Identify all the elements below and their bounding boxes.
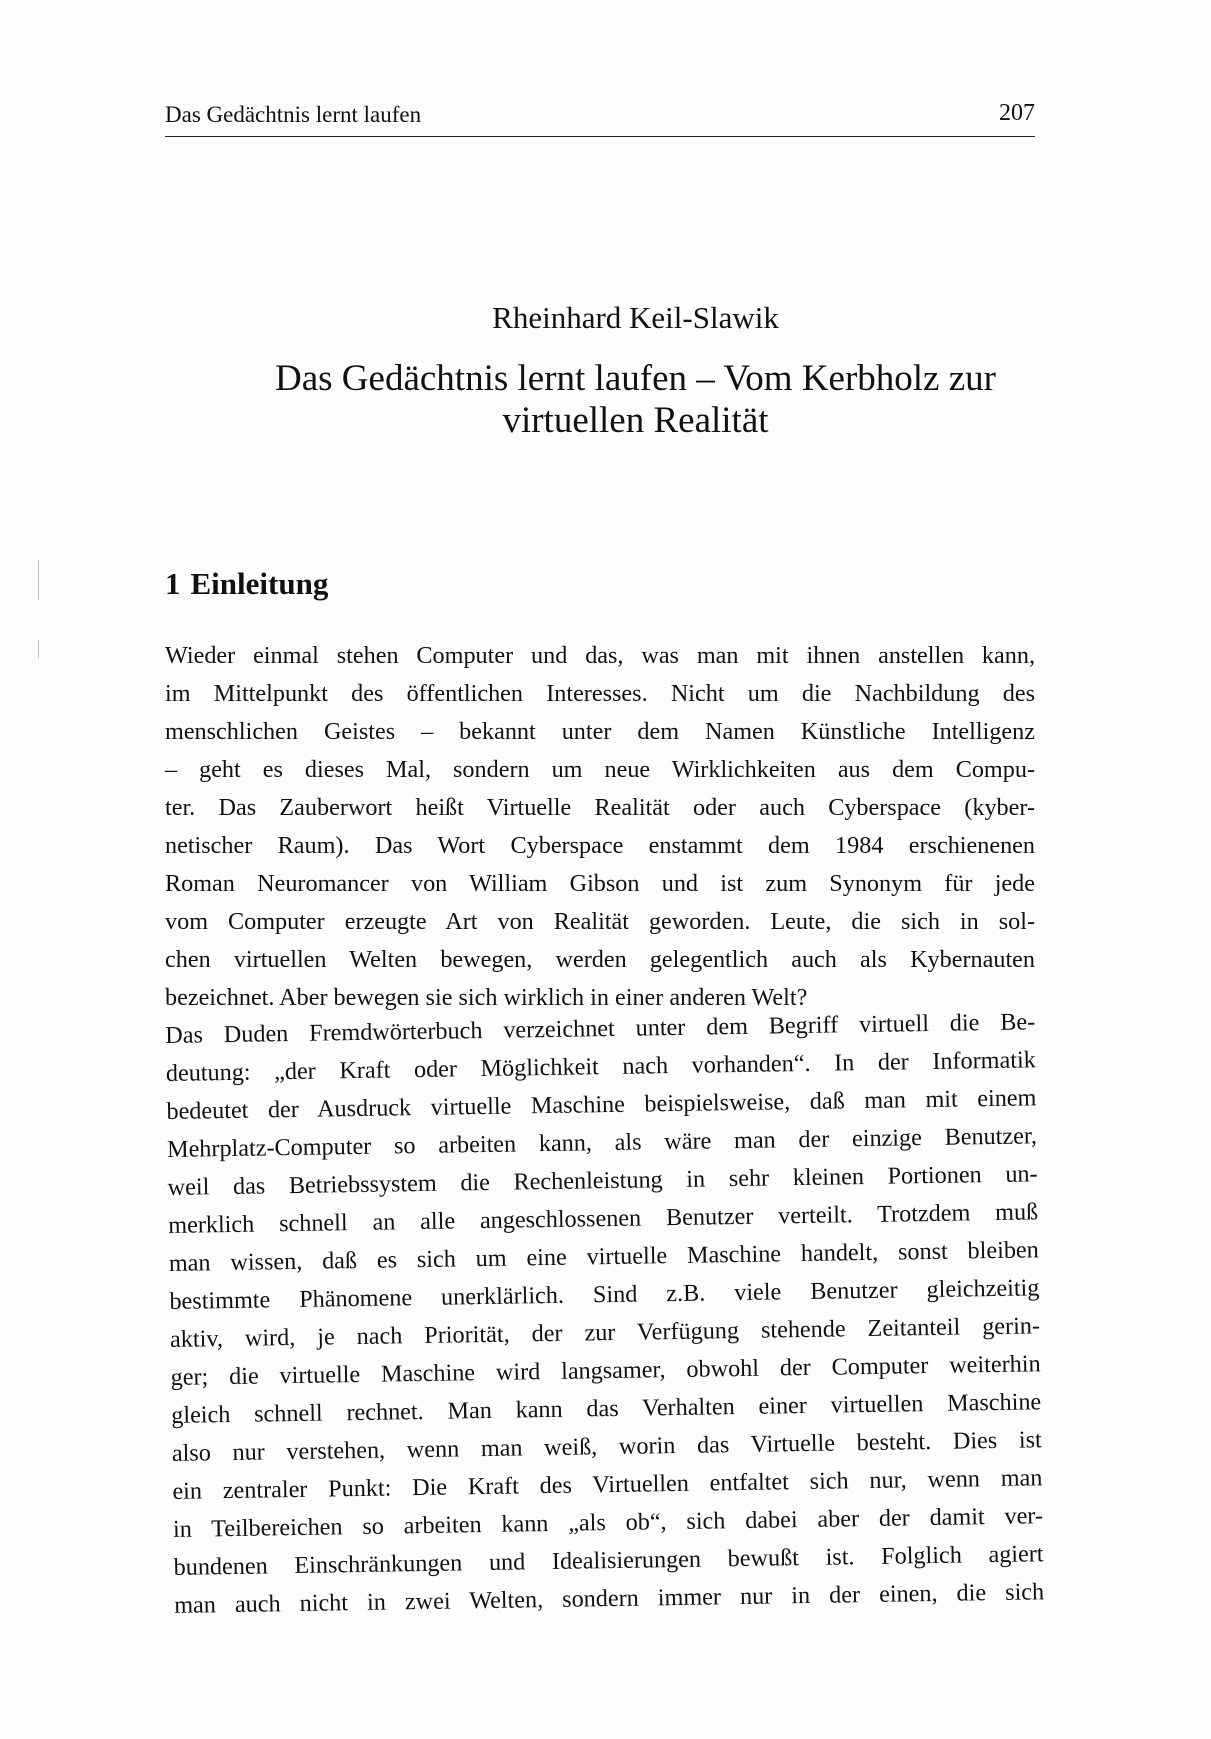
text-line: aktiv, wird, je nach Priorität, der zur Verfügung stehende Zeitanteil gerin- (169, 1312, 1041, 1353)
text-line: vom Computer erzeugte Art von Realität geworden. Leute, die sich in sol- (165, 908, 1035, 935)
text-line: bezeichnet. Aber bewegen sie sich wirklich in einer anderen Welt? (165, 984, 808, 1011)
text-line: im Mittelpunkt des öffentlichen Interesses. Nicht um die Nachbildung des (165, 680, 1035, 707)
author-name: Rheinhard Keil-Slawik (492, 300, 779, 335)
text-line: also nur verstehen, wenn man weiß, worin das Virtuelle besteht. Dies ist (171, 1426, 1042, 1467)
text-line: bundenen Einschränkungen und Idealisierungen bewußt ist. Folglich agiert (173, 1540, 1044, 1581)
text-line: ter. Das Zauberwort heißt Virtuelle Realität oder auch Cyberspace (kyber- (165, 794, 1035, 821)
running-head (165, 100, 1035, 137)
text-line: man wissen, daß es sich um eine virtuelle Maschine handelt, sonst bleiben (168, 1236, 1039, 1277)
text-line: Roman Neuromancer von William Gibson und ist zum Synonym für jede (165, 870, 1035, 897)
paragraph-1 (165, 637, 1035, 1017)
scan-margin-mark (38, 560, 39, 600)
text-line: menschlichen Geistes – bekannt unter dem Namen Künstliche Intelligenz (165, 718, 1035, 745)
section-heading (165, 564, 328, 604)
text-line: Wieder einmal stehen Computer und das, was man mit ihnen anstellen kann, (165, 642, 1035, 669)
text-line: chen virtuellen Welten bewegen, werden gelegentlich auch als Kybernauten (165, 946, 1035, 973)
page-number: 207 (999, 100, 1035, 126)
text-line: ein zentraler Punkt: Die Kraft des Virtuellen entfaltet sich nur, wenn man (172, 1464, 1043, 1505)
text-line: bestimmte Phänomene unerklärlich. Sind z.B. viele Benutzer gleichzeitig (169, 1274, 1040, 1315)
text-line: netischer Raum). Das Wort Cyberspace enstammt dem 1984 erschienenen (165, 832, 1035, 859)
text-line: Mehrplatz-Computer so arbeiten kann, als wäre man der einzige Benutzer, (166, 1122, 1038, 1163)
text-line: – geht es dieses Mal, sondern um neue Wirklichkeiten aus dem Compu- (165, 756, 1035, 783)
text-line: bedeutet der Ausdruck virtuelle Maschine beispielsweise, daß man mit einem (166, 1084, 1037, 1125)
paragraph-2 (165, 1003, 1044, 1625)
article-title-line-2: virtuellen Realität (502, 400, 769, 441)
text-line: Das Duden Fremdwörterbuch verzeichnet unter dem Begriff virtuell die Be- (165, 1008, 1036, 1049)
section-title: Einleitung (190, 566, 329, 601)
text-line: man auch nicht in zwei Welten, sondern immer nur in der einen, die sich (174, 1578, 1045, 1619)
article-title-line-1: Das Gedächtnis lernt laufen – Vom Kerbholz zur (275, 358, 996, 399)
section-number: 1 (165, 566, 181, 601)
running-title: Das Gedächtnis lernt laufen (165, 102, 422, 127)
text-line: weil das Betriebssystem die Rechenleistung in sehr kleinen Portionen un- (167, 1160, 1038, 1201)
scan-margin-mark (38, 640, 39, 658)
text-line: gleich schnell rechnet. Man kann das Verhalten einer virtuellen Maschine (171, 1388, 1042, 1429)
article-title (0, 358, 1211, 442)
text-line: in Teilbereichen so arbeiten kann „als ob“, sich dabei aber der damit ver- (172, 1502, 1044, 1543)
text-line: ger; die virtuelle Maschine wird langsamer, obwohl der Computer weiterhin (170, 1350, 1041, 1391)
text-line: merklich schnell an alle angeschlossenen Benutzer verteilt. Trotzdem muß (168, 1198, 1039, 1239)
text-line: deutung: „der Kraft oder Möglichkeit nach vorhanden“. In der Informatik (165, 1046, 1036, 1087)
